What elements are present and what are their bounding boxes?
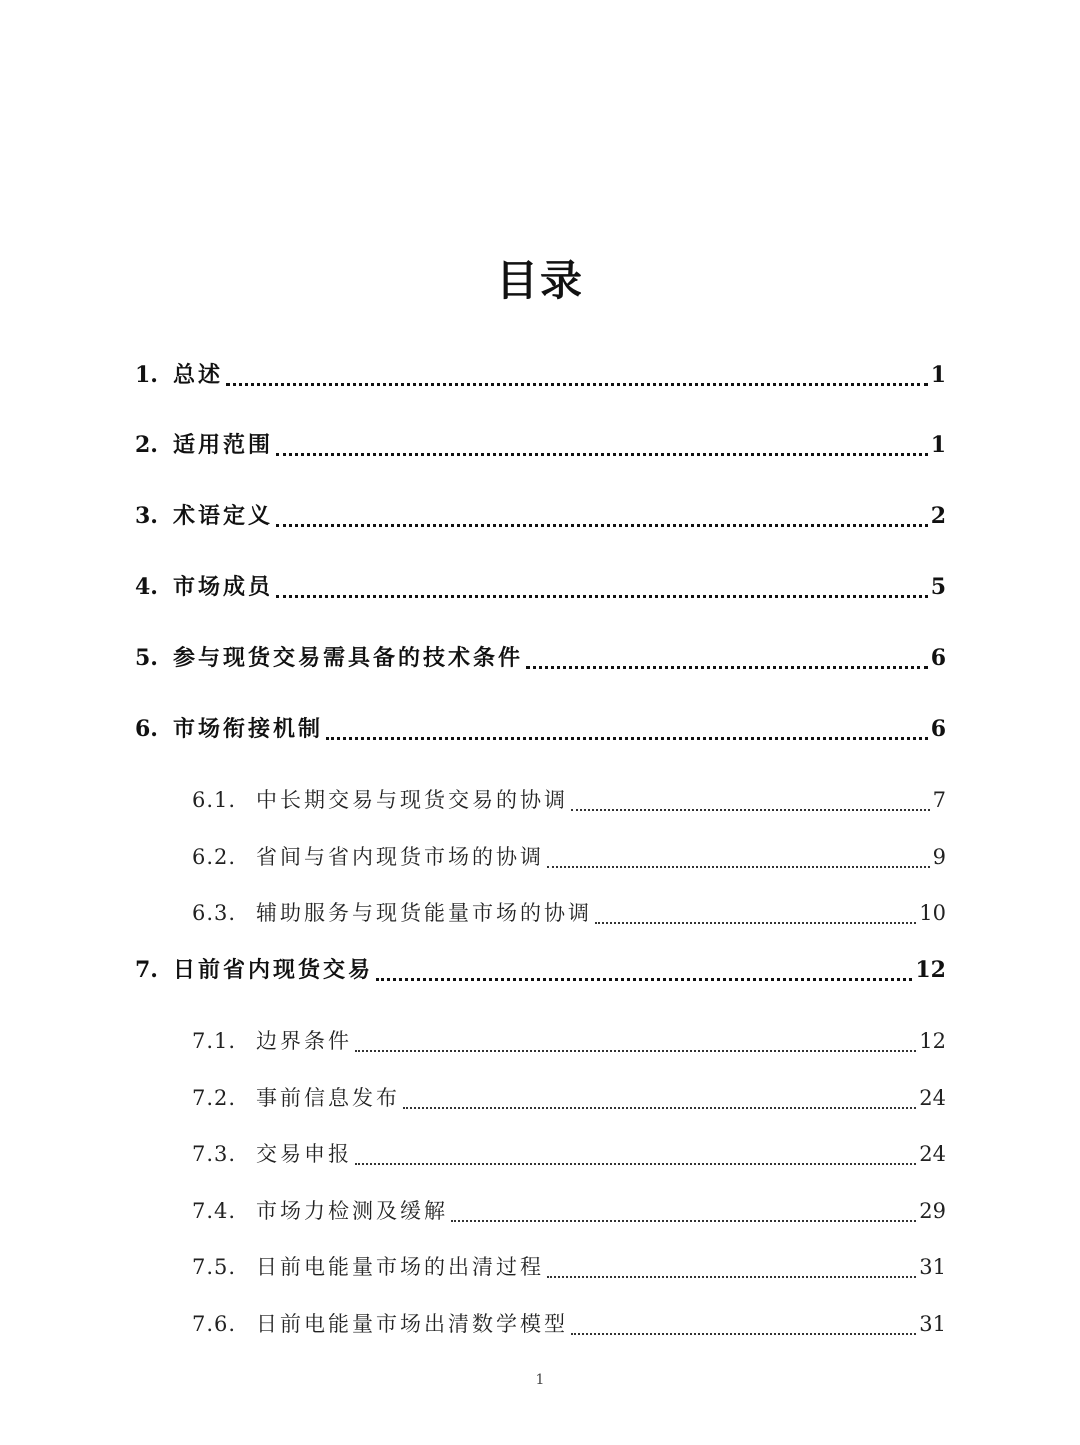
toc-entry-title: 适用范围: [173, 432, 274, 458]
toc-entry-title: 总述: [173, 362, 224, 388]
toc-entry-number: 7.3.: [192, 1142, 237, 1166]
toc-dot-leader: [547, 865, 930, 868]
toc-entry-title: 事前信息发布: [256, 1086, 400, 1110]
toc-entry-page: 24: [919, 1142, 946, 1166]
toc-dot-leader: [326, 736, 928, 740]
toc-entry-number: 7.4.: [192, 1199, 237, 1223]
toc-entry-number: 7.2.: [192, 1086, 237, 1110]
toc-dot-leader: [571, 808, 930, 811]
toc-entry-number: 6.1.: [192, 788, 237, 812]
toc-entry-page: 1: [930, 432, 946, 458]
toc-dot-leader: [276, 594, 928, 598]
toc-entry-page: 12: [915, 957, 946, 983]
toc-entry-title: 边界条件: [256, 1029, 352, 1053]
toc-entry-5[interactable]: [135, 638, 946, 678]
toc-entry-6-1[interactable]: [192, 780, 946, 820]
toc-entry-1[interactable]: [135, 355, 946, 395]
toc-entry-page: 1: [930, 362, 946, 388]
toc-dot-leader: [526, 665, 928, 669]
toc-entry-title: 术语定义: [173, 503, 274, 529]
toc-entry-page: 29: [919, 1199, 946, 1223]
toc-entry-title: 市场力检测及缓解: [256, 1199, 448, 1223]
toc-dot-leader: [226, 382, 928, 386]
toc-dot-leader: [595, 921, 916, 924]
toc-dot-leader: [276, 523, 928, 527]
toc-dot-leader: [376, 977, 912, 981]
toc-entry-number: 7.5.: [192, 1255, 237, 1279]
toc-entry-number: 7.1.: [192, 1029, 237, 1053]
toc-entry-7-3[interactable]: [192, 1134, 946, 1174]
toc-entry-page: 6: [930, 645, 946, 671]
toc-entry-6-2[interactable]: [192, 837, 946, 877]
toc-entry-6-3[interactable]: [192, 893, 946, 933]
toc-entry-page: 9: [932, 845, 946, 869]
toc-dot-leader: [355, 1162, 916, 1165]
toc-entry-7-4[interactable]: [192, 1191, 946, 1231]
toc-entry-title: 日前省内现货交易: [173, 957, 374, 983]
toc-entry-4[interactable]: [135, 567, 946, 607]
toc-entry-title: 日前电能量市场的出清过程: [256, 1255, 544, 1279]
toc-entry-page: 10: [919, 901, 946, 925]
toc-entry-title: 日前电能量市场出清数学模型: [256, 1312, 568, 1336]
toc-entry-page: 31: [919, 1312, 946, 1336]
toc-entry-page: 7: [932, 788, 946, 812]
toc-entry-page: 6: [930, 716, 946, 742]
toc-entry-7[interactable]: [135, 950, 946, 990]
toc-dot-leader: [547, 1275, 916, 1278]
toc-entry-number: 6.3.: [192, 901, 237, 925]
toc-dot-leader: [451, 1219, 916, 1222]
toc-dot-leader: [355, 1049, 916, 1052]
toc-entry-title: 市场衔接机制: [173, 716, 324, 742]
toc-entry-7-2[interactable]: [192, 1078, 946, 1118]
toc-title: 目录: [495, 256, 584, 305]
toc-entry-2[interactable]: [135, 425, 946, 465]
toc-entry-page: 5: [930, 574, 946, 600]
toc-entry-number: 6.: [135, 716, 158, 742]
toc-entry-title: 辅助服务与现货能量市场的协调: [256, 901, 592, 925]
toc-entry-number: 5.: [135, 645, 158, 671]
toc-dot-leader: [276, 452, 928, 456]
toc-entry-title: 省间与省内现货市场的协调: [256, 845, 544, 869]
toc-entry-number: 2.: [135, 432, 158, 458]
toc-entry-7-1[interactable]: [192, 1021, 946, 1061]
toc-entry-number: 1.: [135, 362, 158, 388]
toc-entry-page: 31: [919, 1255, 946, 1279]
toc-entry-number: 7.: [135, 957, 158, 983]
toc-entry-title: 市场成员: [173, 574, 274, 600]
toc-entry-title: 中长期交易与现货交易的协调: [256, 788, 568, 812]
toc-entry-7-5[interactable]: [192, 1247, 946, 1287]
toc-entry-3[interactable]: [135, 496, 946, 536]
toc-entry-number: 3.: [135, 503, 158, 529]
toc-entry-number: 6.2.: [192, 845, 237, 869]
toc-entry-title: 参与现货交易需具备的技术条件: [173, 645, 524, 671]
toc-dot-leader: [571, 1332, 916, 1335]
toc-entry-7-6[interactable]: [192, 1304, 946, 1344]
toc-entry-page: 2: [930, 503, 946, 529]
toc-entry-page: 12: [919, 1029, 946, 1053]
page-number: 1: [535, 1372, 545, 1388]
toc-entry-number: 7.6.: [192, 1312, 237, 1336]
toc-entry-6[interactable]: [135, 709, 946, 749]
toc-entry-number: 4.: [135, 574, 158, 600]
toc-entry-page: 24: [919, 1086, 946, 1110]
toc-entry-title: 交易申报: [256, 1142, 352, 1166]
toc-dot-leader: [403, 1106, 916, 1109]
